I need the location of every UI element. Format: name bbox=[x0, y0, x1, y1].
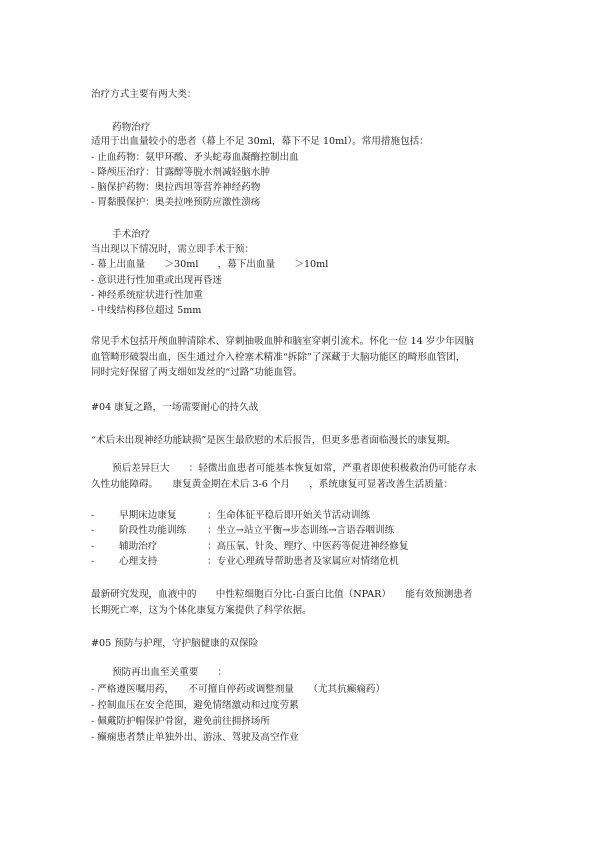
rehab-row-desc: ：坐立→站立平衡→步态训练→言语吞咽训练 bbox=[207, 525, 395, 536]
surgery-item: - 幕上出血量 ＞30ml ，幕下出血量 ＞10ml bbox=[91, 259, 329, 270]
prevention-item: - 控制血压在安全范围，避免情绪激动和过度劳累 bbox=[91, 700, 299, 711]
surgery-paragraph-line: 同时完好保留了两支细如发丝的“过路”功能血管。 bbox=[91, 367, 303, 378]
prevention-subheading: 预防再出血至关重要 ： bbox=[112, 667, 228, 678]
section-05-heading: #05 预防与护理，守护脑健康的双保险 bbox=[91, 638, 259, 649]
surgery-item: - 中线结构移位超过 5mm bbox=[91, 305, 202, 316]
drug-lead: 适用于出血量较小的患者（幕上不足 30ml，幕下不足 10ml）。常用措施包括： bbox=[91, 136, 429, 147]
prevention-item: - 癫痫患者禁止单独外出、游泳、驾驶及高空作业 bbox=[91, 732, 299, 743]
intro-line: 治疗方式主要有两大类： bbox=[91, 89, 197, 100]
drug-item: - 止血药物：氨甲环酸、矛头蛇毒血凝酶控制出血 bbox=[91, 152, 299, 163]
drug-item: - 脑保护药物：奥拉西坦等营养神经药物 bbox=[91, 182, 261, 193]
surgery-title: 手术治疗 bbox=[112, 229, 151, 240]
prognosis-paragraph-line: 预后差异巨大 ：轻微出血患者可能基本恢复如常，严重者即使积极救治仍可能存永 bbox=[112, 463, 477, 474]
rehab-row-name: 辅助治疗 bbox=[119, 541, 158, 552]
rehab-row-dash: - bbox=[91, 525, 95, 536]
surgery-lead: 当出现以下情况时，需立即手术干预： bbox=[91, 244, 255, 255]
surgery-paragraph-line: 血管畸形破裂出血，医生通过介入栓塞术精准“拆除”了深藏于大脑功能区的畸形血管团， bbox=[91, 352, 466, 363]
drug-item: - 降颅压治疗：甘露醇等脱水剂减轻脑水肿 bbox=[91, 167, 270, 178]
rehab-row-dash: - bbox=[91, 541, 95, 552]
prevention-item: - 佩戴防护帽保护骨窗，避免前往拥挤场所 bbox=[91, 716, 270, 727]
surgery-paragraph-line: 常见手术包括开颅血肿清除术、穿刺抽吸血肿和脑室穿刺引流术。怀化一位 14 岁少年因脑 bbox=[91, 336, 474, 347]
research-paragraph-line: 长期死亡率，这为个体化康复方案提供了科学依据。 bbox=[91, 605, 312, 616]
rehab-row-desc: ：高压氧、针灸、理疗、中医药等促进神经修复 bbox=[207, 541, 409, 552]
rehab-row-desc: ：生命体征平稳后即开始关节活动训练 bbox=[207, 510, 371, 521]
section-04-heading: #04 康复之路，一场需要耐心的持久战 bbox=[91, 402, 259, 413]
section-04-quote: “术后未出现神经功能缺损”是医生最欣慰的术后报告，但更多患者面临漫长的康复期。 bbox=[91, 435, 456, 446]
rehab-row-dash: - bbox=[91, 556, 95, 567]
surgery-item: - 意识进行性加重或出现再昏迷 bbox=[91, 275, 223, 286]
rehab-row-name: 早期床边康复 bbox=[119, 510, 177, 521]
prevention-item: - 严格遵医嘱用药， 不可擅自停药或调整剂量 （尤其抗癫痫药） bbox=[91, 684, 386, 695]
surgery-item: - 神经系统症状进行性加重 bbox=[91, 290, 203, 301]
prognosis-paragraph-line: 久性功能障碍。 康复黄金期在术后 3-6 个月 ，系统康复可显著改善生活质量： bbox=[91, 479, 454, 490]
rehab-row-dash: - bbox=[91, 510, 95, 521]
rehab-row-desc: ：专业心理疏导帮助患者及家属应对情绪危机 bbox=[207, 556, 399, 567]
rehab-row-name: 心理支持 bbox=[119, 556, 158, 567]
rehab-row-name: 阶段性功能训练 bbox=[119, 525, 187, 536]
drug-item: - 胃黏膜保护：奥美拉唑预防应激性溃疡 bbox=[91, 197, 261, 208]
research-paragraph-line: 最新研究发现，血液中的 中性粒细胞百分比-白蛋白比值（NPAR） 能有效预测患者 bbox=[91, 589, 473, 600]
drug-title: 药物治疗 bbox=[112, 122, 151, 133]
